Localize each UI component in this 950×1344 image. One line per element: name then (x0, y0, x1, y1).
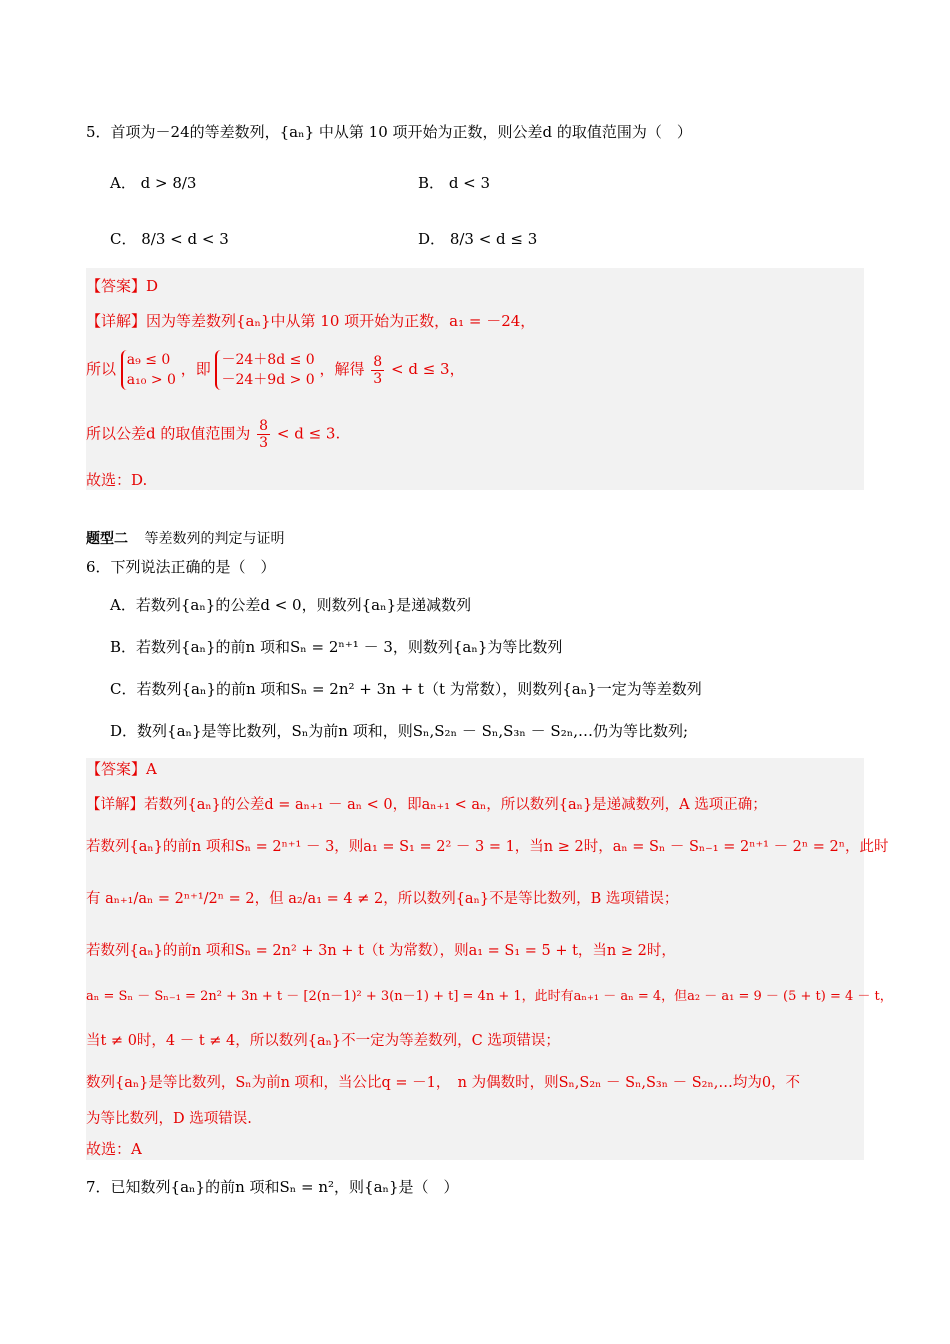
q6-answer: 【答案】A (86, 760, 157, 778)
q5-option-a-text: d > 8/3 (140, 174, 197, 192)
q5-fraction-num: 8 (373, 353, 383, 370)
q5-fraction-8-3-b (257, 418, 270, 451)
q5-option-a-label: A． (110, 174, 136, 192)
q5-system-2-bottom: －24＋9d > 0 (221, 372, 315, 388)
q5-option-b-text: d < 3 (448, 174, 491, 192)
q5-option-c-text: 8/3 < d < 3 (141, 230, 229, 248)
q5-system-2 (215, 350, 314, 390)
q6-detail-8: 为等比数列，D 选项错误. (86, 1111, 252, 1127)
q5-conclusion: 故选：D. (86, 471, 148, 489)
q6-conclusion: 故选：A (86, 1140, 142, 1158)
q5-system-1 (121, 350, 176, 390)
q6-detail-2: 若数列{aₙ}的前n 项和Sₙ = 2ⁿ⁺¹ － 3，则a₁ = S₁ = 2² － 3 = 1，当n ≥ 2时，aₙ = Sₙ － Sₙ₋₁ = 2ⁿ⁺¹ － 2ⁿ = 2ⁿ，此时 (86, 839, 889, 855)
q5-system-1-top: a₉ ≤ 0 (126, 352, 171, 368)
q5-detail-line2 (86, 350, 465, 390)
q6-option-a: A．若数列{aₙ}的公差d < 0，则数列{aₙ}是递减数列 (110, 596, 472, 614)
q5-detail-line2-ji: ，即 (180, 360, 211, 378)
q5-option-a (110, 172, 196, 194)
section-heading (86, 528, 284, 550)
q5-option-c (110, 228, 229, 250)
q6-stem: 6．下列说法正确的是（ ） (86, 558, 276, 576)
q6-option-d: D．数列{aₙ}是等比数列，Sₙ为前n 项和，则Sₙ,S₂ₙ － Sₙ,S₃ₙ － S₂ₙ,…仍为等比数列; (110, 722, 689, 740)
q5-fraction-den: 3 (373, 370, 383, 387)
q5-option-d-label: D． (418, 230, 446, 248)
q5-detail-line3-result: < d ≤ 3. (276, 424, 341, 443)
q6-detail-5: aₙ = Sₙ － Sₙ₋₁ = 2n² + 3n + t － [2(n－1)² + 3(n－1) + t] = 4n + 1，此时有aₙ₊₁ － aₙ = 4，但a₂ － a₁ = 9 － (5 + t) = 4 － t， (86, 989, 893, 1004)
q5-detail-line2-solve: ，解得 (319, 360, 365, 378)
q5-detail-line2-prefix: 所以 (86, 360, 117, 378)
q6-detail-4: 若数列{aₙ}的前n 项和Sₙ = 2n² + 3n + t（t 为常数），则a₁ = S₁ = 5 + t，当n ≥ 2时， (86, 943, 676, 959)
q7-stem: 7．已知数列{aₙ}的前n 项和Sₙ = n²，则{aₙ}是（ ） (86, 1178, 459, 1196)
q5-system-1-bottom: a₁₀ > 0 (126, 372, 176, 388)
q5-answer: 【答案】D (86, 277, 159, 295)
q6-detail-3: 有 aₙ₊₁/aₙ = 2ⁿ⁺¹/2ⁿ = 2，但 a₂/a₁ = 4 ≠ 2，所以数列{aₙ}不是等比数列，B 选项错误； (86, 891, 679, 907)
q6-detail-1: 【详解】若数列{aₙ}的公差d = aₙ₊₁ － aₙ < 0，即aₙ₊₁ < aₙ，所以数列{aₙ}是递减数列，A 选项正确； (86, 797, 767, 813)
section-label: 题型二 (86, 531, 128, 547)
q6-detail-7: 数列{aₙ}是等比数列，Sₙ为前n 项和，当公比q = －1， n 为偶数时，则Sₙ,S₂ₙ － Sₙ,S₃ₙ － S₂ₙ,…均为0，不 (86, 1075, 801, 1091)
q5-option-d-text: 8/3 < d ≤ 3 (449, 230, 538, 248)
q5-fraction-8-3 (371, 354, 384, 387)
q5-fraction-num-b: 8 (259, 418, 269, 434)
q5-detail-line2-result: < d ≤ 3， (391, 360, 465, 378)
q5-detail-line3 (86, 418, 340, 451)
q6-detail-6: 当t ≠ 0时，4 － t ≠ 4，所以数列{aₙ}不一定为等差数列，C 选项错误； (86, 1033, 560, 1049)
q5-option-c-label: C． (110, 230, 137, 248)
section-title: 等差数列的判定与证明 (144, 531, 285, 547)
q5-fraction-den-b: 3 (259, 435, 269, 451)
q5-detail-line1: 【详解】因为等差数列{aₙ}中从第 10 项开始为正数，a₁ = －24， (86, 312, 536, 330)
q5-option-b-label: B． (418, 174, 445, 192)
q6-option-c: C．若数列{aₙ}的前n 项和Sₙ = 2n² + 3n + t（t 为常数），则数列{aₙ}一定为等差数列 (110, 680, 702, 698)
q5-option-d (418, 228, 537, 250)
q5-detail-line3-text: 所以公差d 的取值范围为 (86, 424, 251, 443)
q6-option-b: B．若数列{aₙ}的前n 项和Sₙ = 2ⁿ⁺¹ － 3，则数列{aₙ}为等比数列 (110, 638, 563, 656)
q5-option-b (418, 172, 490, 194)
q5-system-2-top: －24＋8d ≤ 0 (221, 352, 315, 368)
q5-stem: 5．首项为－24的等差数列，{aₙ} 中从第 10 项开始为正数，则公差d 的取值范围为（ ） (86, 123, 692, 141)
